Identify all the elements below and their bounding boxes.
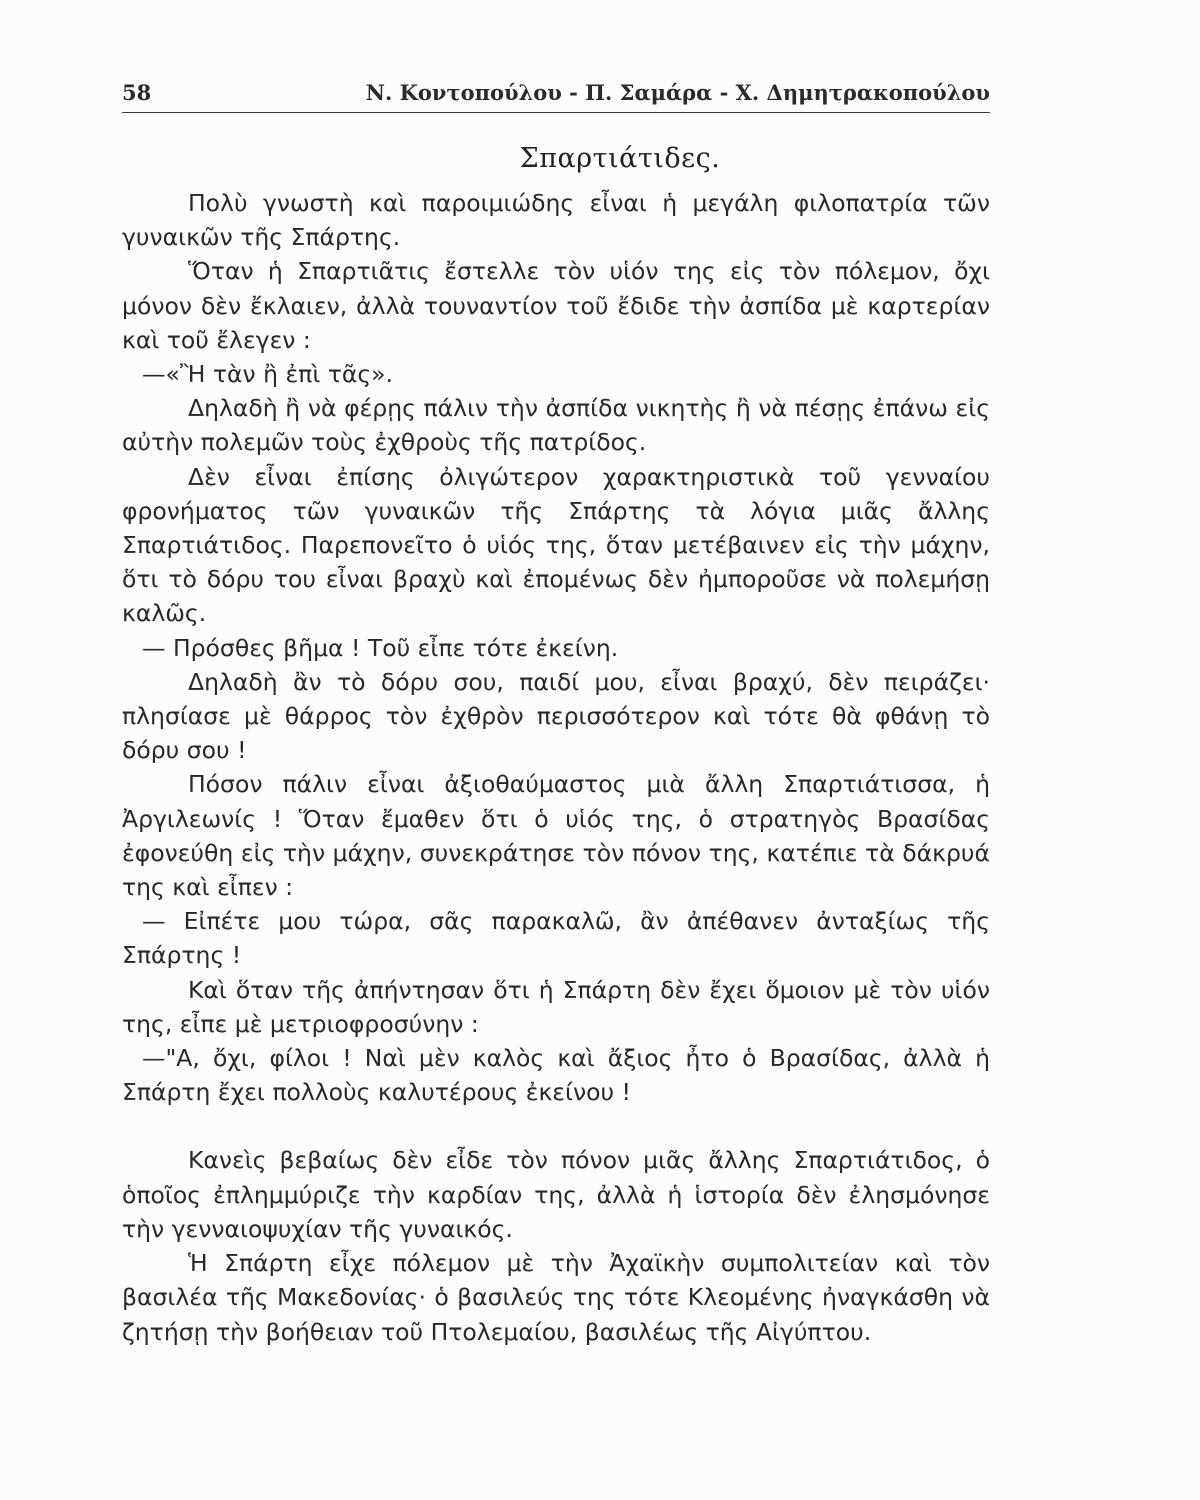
- paragraph: Ὅταν ἡ Σπαρτιᾶτις ἔστελλε τὸν υἱόν της εἰς τὸν πόλεμον, ὄχι μόνον δὲν ἔκλαιεν, ἀλλὰ τουναντίον τοῦ ἔδιδε τὴν ἀσπίδα μὲ καρτερίαν καὶ τοῦ ἔλεγεν :: [122, 257, 990, 354]
- paragraph: Δὲν εἶναι ἐπίσης ὀλιγώτερον χαρακτηριστικὰ τοῦ γενναίου φρονήματος τῶν γυναικῶν τῆς Σπάρτης τὰ λόγια μιᾶς ἄλλης Σπαρτιάτιδος. Παρεπονεῖτο ὁ υἱός της, ὅταν μετέβαινεν εἰς τὴν μάχην, ὅτι τὸ δόρυ του εἶναι βραχὺ καὶ ἐπομένως δὲν ἠμποροῦσε νὰ πολεμήσῃ καλῶς.: [122, 462, 990, 628]
- page-header: [122, 78, 990, 113]
- page-number: 58: [122, 80, 152, 105]
- paragraph: Κανεὶς βεβαίως δὲν εἶδε τὸν πόνον μιᾶς ἄλλης Σπαρτιάτιδος, ὁ ὁποῖος ἐπλημμύριζε τὴν καρδίαν της, ἀλλὰ ἡ ἱστορία δὲν ἐλησμόνησε τὴν γενναιοψυχίαν τῆς γυναικός.: [122, 1146, 990, 1243]
- paragraph: Πόσον πάλιν εἶναι ἀξιοθαύμαστος μιὰ ἄλλη Σπαρτιάτισσα, ἡ Ἀργιλεωνίς ! Ὅταν ἔμαθεν ὅτι ὁ υἱός της, ὁ στρατηγὸς Βρασίδας ἐφονεύθη εἰς τὴν μάχην, συνεκράτησε τὸν πόνον της, κατέπιε τὰ δάκρυά της καὶ εἶπεν :: [122, 770, 990, 902]
- paragraph: Καὶ ὅταν τῆς ἀπήντησαν ὅτι ἡ Σπάρτη δὲν ἔχει ὅμοιον μὲ τὸν υἱόν της, εἶπε μὲ μετριοφροσύνην :: [122, 975, 990, 1038]
- paragraph-dialogue: — Εἰπέτε μου τώρα, σᾶς παρακαλῶ, ἂν ἀπέθανεν ἀνταξίως τῆς Σπάρτης !: [122, 907, 990, 970]
- paragraph-dialogue: —"Α, ὄχι, φίλοι ! Ναὶ μὲν καλὸς καὶ ἄξιος ἦτο ὁ Βρασίδας, ἀλλὰ ἡ Σπάρτη ἔχει πολλοὺς καλυτέρους ἐκείνου !: [122, 1044, 990, 1107]
- paragraph: Δηλαδὴ ἢ νὰ φέρῃς πάλιν τὴν ἀσπίδα νικητὴς ἢ νὰ πέσῃς ἐπάνω εἰς αὐτὴν πολεμῶν τοὺς ἐχθροὺς τῆς πατρίδος.: [122, 394, 990, 457]
- body-text: [122, 186, 990, 1349]
- paragraph: Δηλαδὴ ἂν τὸ δόρυ σου, παιδί μου, εἶναι βραχύ, δὲν πειράζει· πλησίασε μὲ θάρρος τὸν ἐχθρὸν περισσότερον καὶ τότε θὰ φθάνῃ τὸ δόρυ σου !: [122, 667, 990, 765]
- paragraph-quote: —«Ἢ τὰν ἢ ἐπὶ τᾶς».: [142, 360, 394, 389]
- paragraph: Ἡ Σπάρτη εἶχε πόλεμον μὲ τὴν Ἀχαϊκὴν συμπολιτείαν καὶ τὸν βασιλέα τῆς Μακεδονίας· ὁ βασιλεύς της τότε Κλεομένης ἠναγκάσθη νὰ ζητήσῃ τὴν βοήθειαν τοῦ Πτολεμαίου, βασιλέως τῆς Αἰγύπτου.: [122, 1249, 990, 1346]
- paragraph-dialogue: — Πρόσθες βῆμα ! Τοῦ εἶπε τότε ἐκείνη.: [142, 633, 619, 662]
- paragraph: Πολὺ γνωστὴ καὶ παροιμιώδης εἶναι ἡ μεγάλη φιλοπατρία τῶν γυναικῶν τῆς Σπάρτης.: [122, 189, 990, 252]
- chapter-title: Σπαρτιάτιδες.: [519, 143, 721, 174]
- running-head: Ν. Κοντοπούλου - Π. Σαμάρα - Χ. Δημητρακοπούλου: [365, 80, 990, 105]
